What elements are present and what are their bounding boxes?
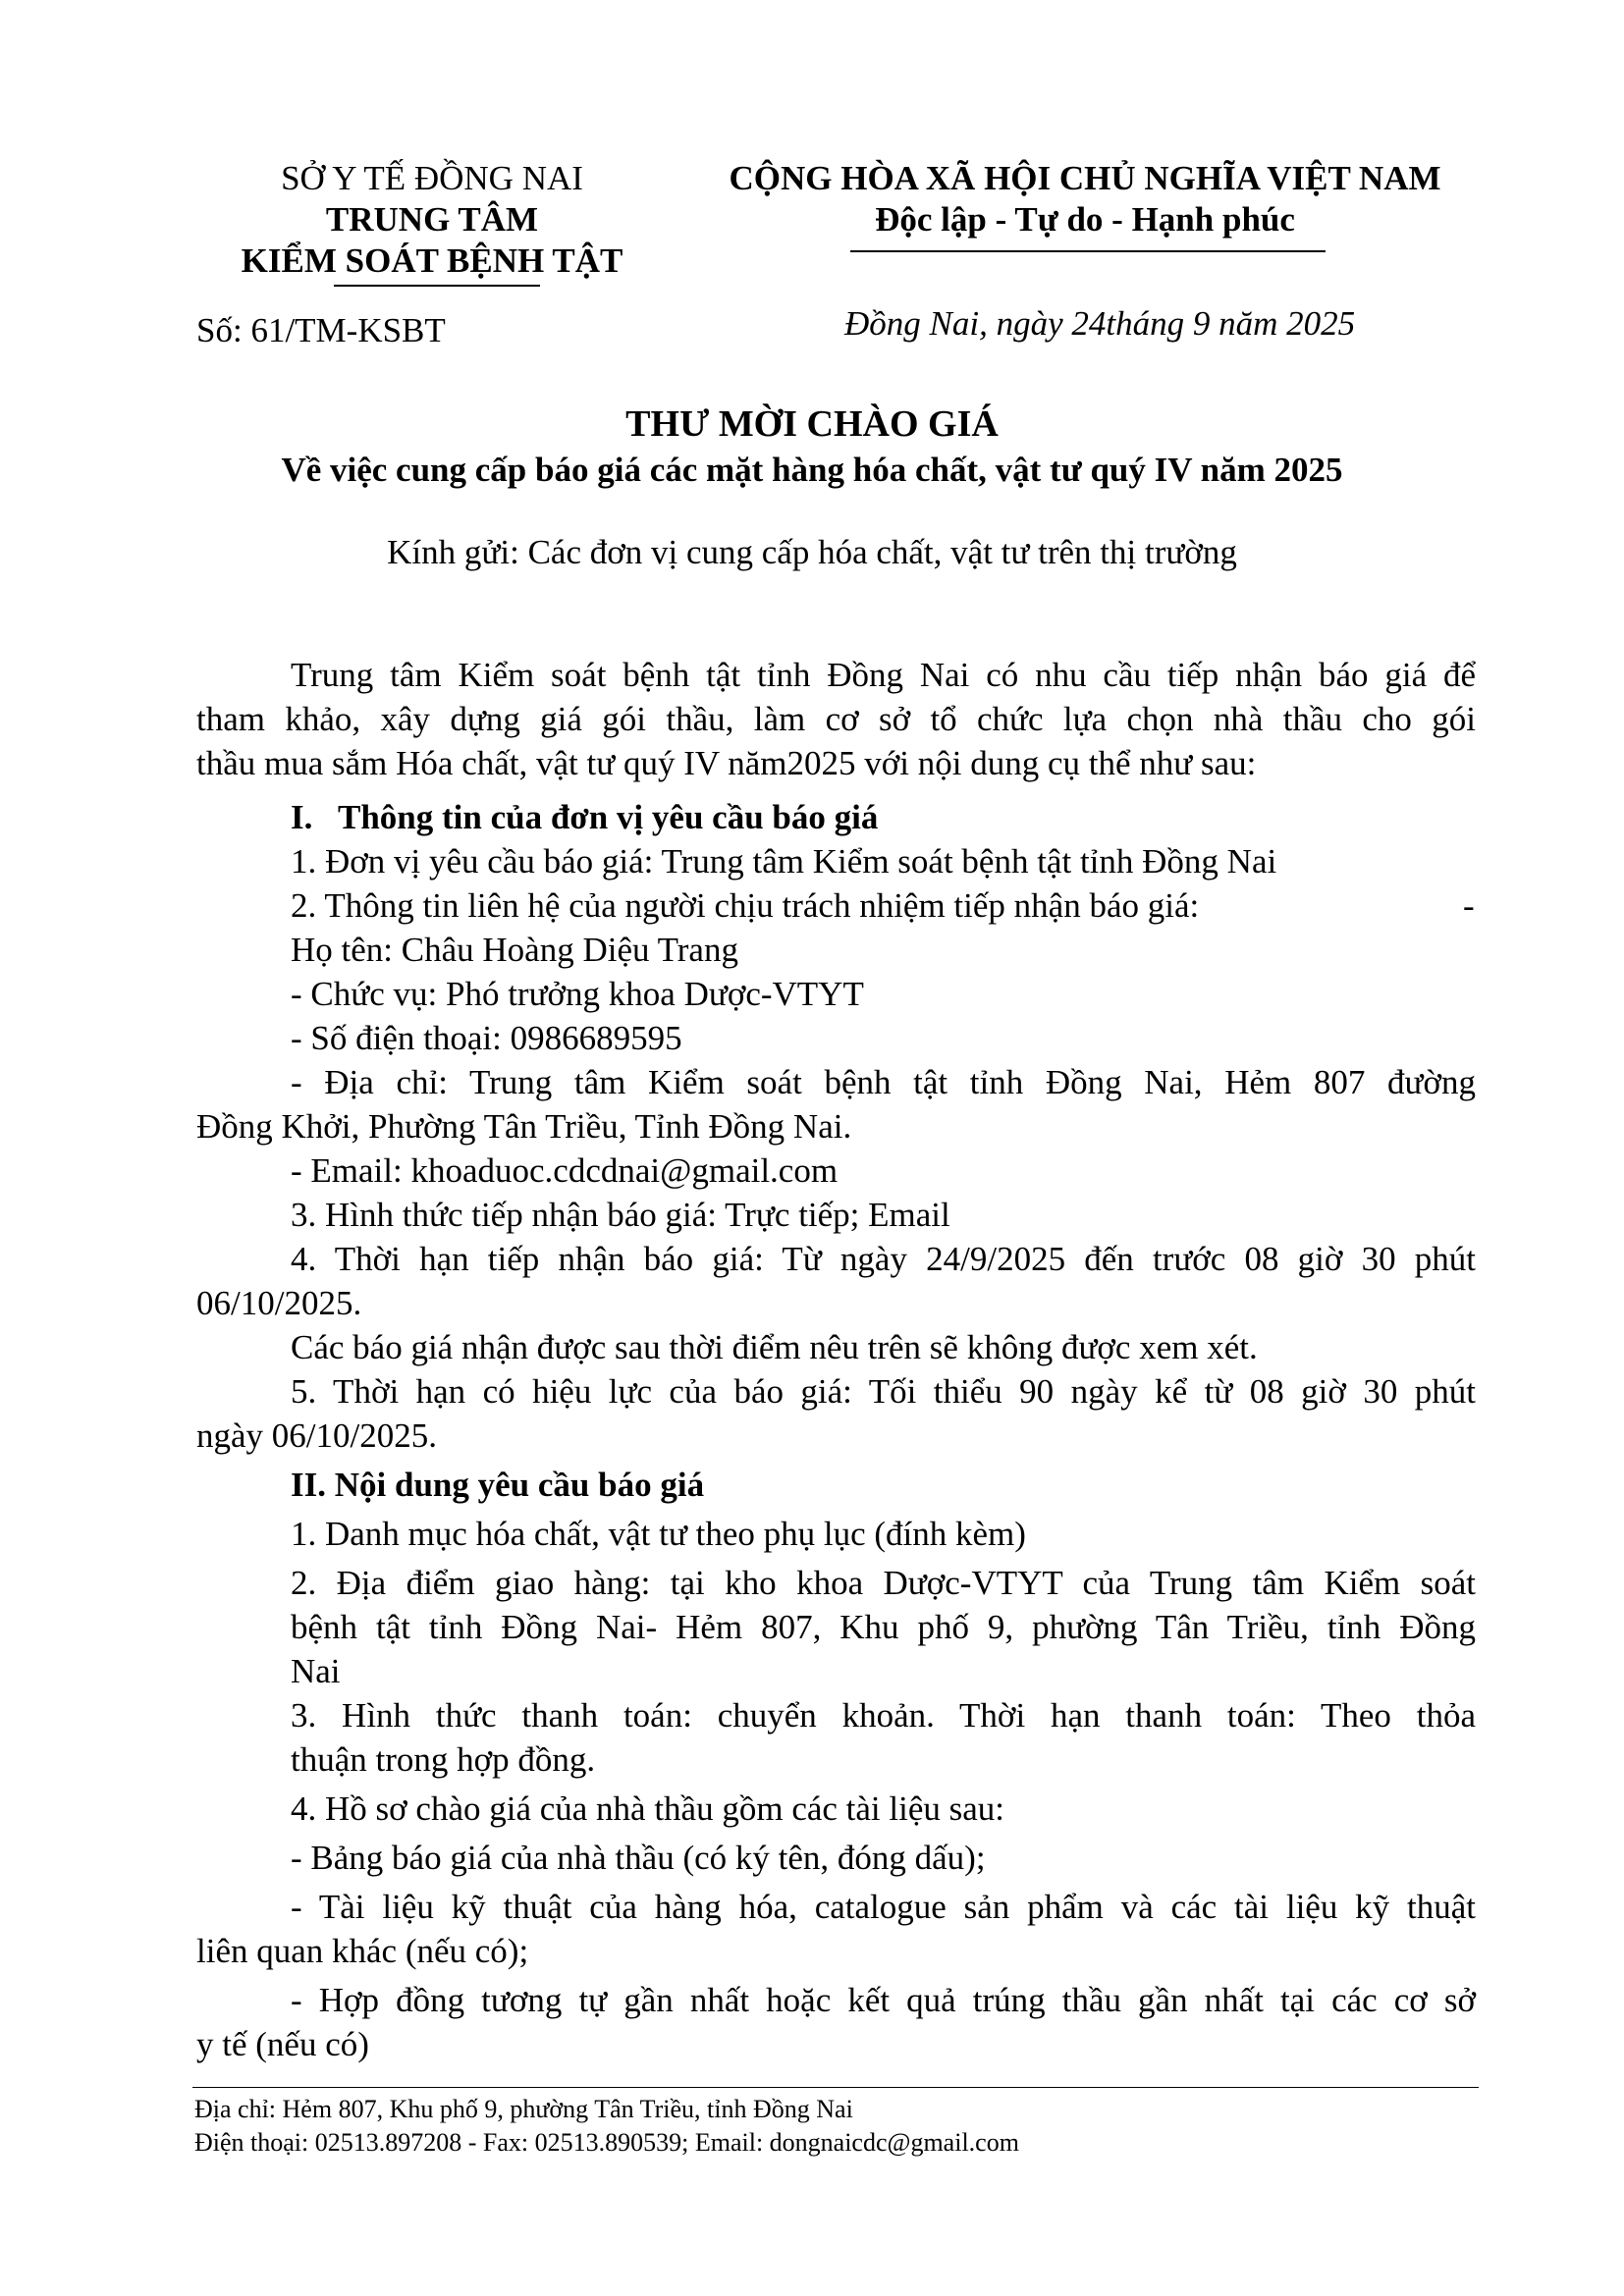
section2-item2-line1: 2. Địa điểm giao hàng: tại kho khoa Dược-VTYT của Trung tâm Kiểm soát (291, 1564, 1476, 1602)
section1-item2: 2. Thông tin liên hệ của người chịu trách nhiệm tiếp nhận báo giá: (291, 886, 1200, 925)
document-subtitle: Về việc cung cấp báo giá các mặt hàng hóa chất, vật tư quý IV năm 2025 (281, 451, 1343, 489)
required-doc-3-line1: - Hợp đồng tương tự gần nhất hoặc kết quả trúng thầu gần nhất tại các cơ sở (291, 1981, 1476, 2019)
section1-item1: 1. Đơn vị yêu cầu báo giá: Trung tâm Kiểm soát bệnh tật tỉnh Đồng Nai (291, 842, 1277, 881)
org-underline (334, 285, 540, 287)
section2-item2-line3: Nai (291, 1652, 341, 1690)
intro-line-1: Trung tâm Kiểm soát bệnh tật tỉnh Đồng Nai có nhu cầu tiếp nhận báo giá để (291, 656, 1476, 694)
required-doc-2-line1: - Tài liệu kỹ thuật của hàng hóa, catalogue sản phẩm và các tài liệu kỹ thuật (291, 1888, 1476, 1926)
section1-item5-line1: 5. Thời hạn có hiệu lực của báo giá: Tối thiểu 90 ngày kể từ 08 giờ 30 phút (291, 1372, 1476, 1411)
section1-item4-line1: 4. Thời hạn tiếp nhận báo giá: Từ ngày 24/9/2025 đến trước 08 giờ 30 phút (291, 1240, 1476, 1278)
contact-name: Họ tên: Châu Hoàng Diệu Trang (291, 931, 738, 969)
org-name-line2: KIỂM SOÁT BỆNH TẬT (241, 241, 623, 280)
section1-item2-dash: - (1463, 886, 1475, 925)
section1-item3: 3. Hình thức tiếp nhận báo giá: Trực tiếp; Email (291, 1196, 950, 1234)
section2-item3-line2: thuận trong hợp đồng. (291, 1740, 596, 1779)
required-doc-2-line2: liên quan khác (nếu có); (196, 1932, 529, 1970)
section2-item3-line1: 3. Hình thức thanh toán: chuyển khoản. Thời hạn thanh toán: Theo thỏa (291, 1696, 1476, 1735)
section1-item4-line2: 06/10/2025. (196, 1284, 362, 1322)
contact-phone: - Số điện thoại: 0986689595 (291, 1019, 682, 1057)
footer-divider (192, 2087, 1479, 2088)
section2-item4: 4. Hồ sơ chào giá của nhà thầu gồm các tài liệu sau: (291, 1789, 1005, 1828)
motto-underline (850, 250, 1326, 252)
contact-address-line1: - Địa chỉ: Trung tâm Kiểm soát bệnh tật tỉnh Đồng Nai, Hẻm 807 đường (291, 1063, 1476, 1101)
section2-item2-line2: bệnh tật tỉnh Đồng Nai- Hẻm 807, Khu phố 9, phường Tân Triều, tỉnh Đồng (291, 1608, 1476, 1646)
section1-item5-line2: ngày 06/10/2025. (196, 1416, 437, 1455)
country-name: CỘNG HÒA XÃ HỘI CHỦ NGHĨA VIỆT NAM (729, 159, 1441, 197)
section1-heading: Thông tin của đơn vị yêu cầu báo giá (338, 798, 879, 836)
section1-number: I. (291, 798, 313, 836)
doc-number: Số: 61/TM-KSBT (196, 311, 446, 349)
late-quote-note: Các báo giá nhận được sau thời điểm nêu trên sẽ không được xem xét. (291, 1328, 1258, 1366)
document-title: THƯ MỜI CHÀO GIÁ (625, 403, 999, 445)
required-doc-1: - Bảng báo giá của nhà thầu (có ký tên, đóng dấu); (291, 1839, 986, 1877)
agency-name: SỞ Y TẾ ĐỒNG NAI (281, 159, 583, 197)
contact-position: - Chức vụ: Phó trưởng khoa Dược-VTYT (291, 975, 864, 1013)
intro-line-3: thầu mua sắm Hóa chất, vật tư quý IV năm2025 với nội dung cụ thể như sau: (196, 744, 1257, 782)
org-name-line1: TRUNG TÂM (325, 200, 539, 239)
footer-address: Địa chỉ: Hẻm 807, Khu phố 9, phường Tân Triều, tỉnh Đồng Nai (194, 2095, 853, 2123)
place-date: Đồng Nai, ngày 24tháng 9 năm 2025 (844, 304, 1356, 343)
intro-line-2: tham khảo, xây dựng giá gói thầu, làm cơ sở tổ chức lựa chọn nhà thầu cho gói (196, 700, 1476, 738)
recipient-line: Kính gửi: Các đơn vị cung cấp hóa chất, vật tư trên thị trường (387, 533, 1237, 571)
national-motto: Độc lập - Tự do - Hạnh phúc (875, 200, 1295, 239)
section2-item1: 1. Danh mục hóa chất, vật tư theo phụ lục (đính kèm) (291, 1515, 1026, 1553)
contact-email: - Email: khoaduoc.cdcdnai@gmail.com (291, 1151, 839, 1190)
required-doc-3-line2: y tế (nếu có) (196, 2025, 369, 2063)
contact-address-line2: Đồng Khởi, Phường Tân Triều, Tỉnh Đồng Nai. (196, 1107, 852, 1146)
section2-heading: II. Nội dung yêu cầu báo giá (291, 1466, 705, 1504)
footer-contact: Điện thoại: 02513.897208 - Fax: 02513.890539; Email: dongnaicdc@gmail.com (194, 2128, 1019, 2157)
